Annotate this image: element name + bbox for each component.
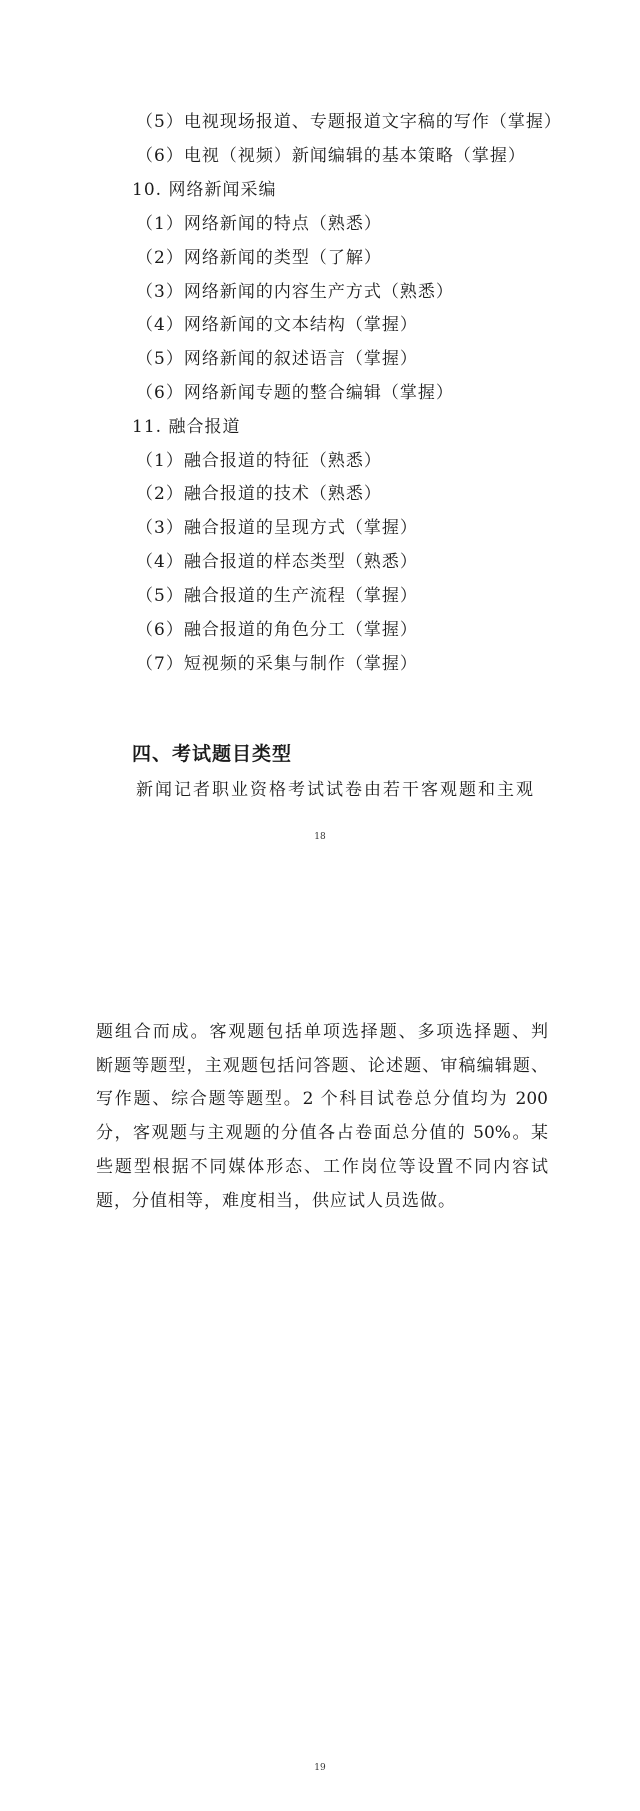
paragraph-line: 分，客观题与主观题的分值各占卷面总分值的 50%。某 <box>96 1123 548 1143</box>
list-item: （5）网络新闻的叙述语言（掌握） <box>136 349 418 369</box>
list-item: （1）融合报道的特征（熟悉） <box>136 451 382 471</box>
subsection-heading-10: 10. 网络新闻采编 <box>132 180 277 200</box>
list-item: （5）电视现场报道、专题报道文字稿的写作（掌握） <box>136 112 562 132</box>
list-item: （6）网络新闻专题的整合编辑（掌握） <box>136 383 454 403</box>
list-item: （6）融合报道的角色分工（掌握） <box>136 620 418 640</box>
document-page-18 <box>0 0 640 905</box>
subsection-heading-11: 11. 融合报道 <box>132 417 241 437</box>
paragraph-line: 写作题、综合题等题型。2 个科目试卷总分值均为 200 <box>96 1089 548 1109</box>
list-item: （4）网络新闻的文本结构（掌握） <box>136 315 418 335</box>
page-number: 18 <box>314 832 326 842</box>
section-title: 四、考试题目类型 <box>132 743 293 765</box>
paragraph-start: 新闻记者职业资格考试试卷由若干客观题和主观 <box>136 780 535 800</box>
page-number: 19 <box>314 1763 326 1773</box>
paragraph-line: 题，分值相等，难度相当，供应试人员选做。 <box>96 1191 456 1211</box>
list-item: （3）网络新闻的内容生产方式（熟悉） <box>136 282 454 302</box>
list-item: （4）融合报道的样态类型（熟悉） <box>136 552 418 572</box>
list-item: （5）融合报道的生产流程（掌握） <box>136 586 418 606</box>
list-item: （6）电视（视频）新闻编辑的基本策略（掌握） <box>136 146 526 166</box>
list-item: （2）网络新闻的类型（了解） <box>136 248 382 268</box>
list-item: （2）融合报道的技术（熟悉） <box>136 484 382 504</box>
list-item: （3）融合报道的呈现方式（掌握） <box>136 518 418 538</box>
document-page-19 <box>0 905 640 1811</box>
paragraph-line: 些题型根据不同媒体形态、工作岗位等设置不同内容试 <box>96 1157 548 1177</box>
paragraph-line: 题组合而成。客观题包括单项选择题、多项选择题、判 <box>96 1022 548 1042</box>
list-item: （7）短视频的采集与制作（掌握） <box>136 654 418 674</box>
paragraph-line: 断题等题型，主观题包括问答题、论述题、审稿编辑题、 <box>96 1056 548 1076</box>
list-item: （1）网络新闻的特点（熟悉） <box>136 214 382 234</box>
